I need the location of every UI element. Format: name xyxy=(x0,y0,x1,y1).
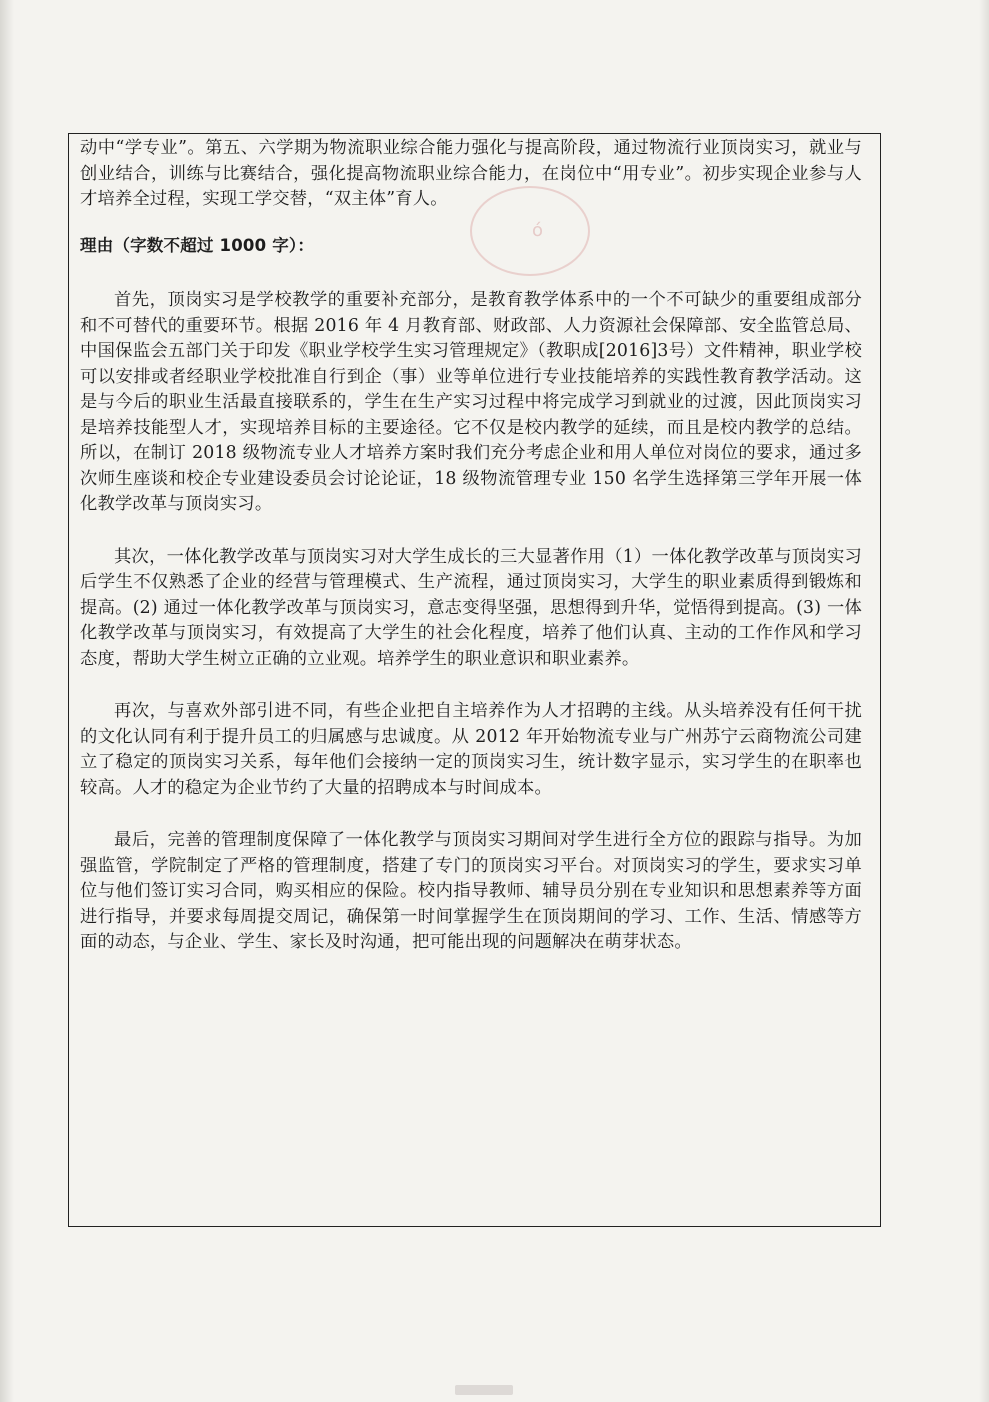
reason-heading: 理由（字数不超过 1000 字）： xyxy=(80,235,315,255)
scan-shadow-left xyxy=(0,0,14,1402)
paragraph-fourth: 最后，完善的管理制度保障了一体化教学与顶岗实习期间对学生进行全方位的跟踪与指导。为加强监管，学院制定了严格的管理制度，搭建了专门的顶岗实习平台。对顶岗实习的学生，要求实习单位与他们签订实习合同，购买相应的保险。校内指导教师、辅导员分别在专业知识和思想素养等方面进行指导，并要求每周提交周记，确保第一时间掌握学生在顶岗期间的学习、工作、生活、情感等方面的动态，与企业、学生、家长及时沟通，把可能出现的问题解决在萌芽状态。 xyxy=(80,830,862,952)
document-body xyxy=(80,136,862,956)
paragraph-third: 再次，与喜欢外部引进不同，有些企业把自主培养作为人才招聘的主线。从头培养没有任何干扰的文化认同有利于提升员工的归属感与忠诚度。从 2012 年开始物流专业与广州苏宁云商物流公司建立了稳定的顶岗实习关系，每年他们会接纳一定的顶岗实习生，统计数字显示，实习学生的在职率也较高。人才的稳定为企业节约了大量的招聘成本与时间成本。 xyxy=(80,701,862,798)
seal-mark: ó xyxy=(532,220,544,241)
paragraph-second: 其次，一体化教学改革与顶岗实习对大学生成长的三大显著作用（1）一体化教学改革与顶岗实习后学生不仅熟悉了企业的经营与管理模式、生产流程，通过顶岗实习，大学生的职业素质得到锻炼和提高。(2) 通过一体化教学改革与顶岗实习，意志变得坚强，思想得到升华，觉悟得到提高。(3) 一体化教学改革与顶岗实习，有效提高了大学生的社会化程度，培养了他们认真、主动的工作作风和学习态度，帮助大学生树立正确的立业观。培养学生的职业意识和职业素养。 xyxy=(80,546,862,669)
paragraph-first: 首先，顶岗实习是学校教学的重要补充部分，是教育教学体系中的一个不可缺少的重要组成部分和不可替代的重要环节。根据 2016 年 4 月教育部、财政部、人力资源社会保障部、安全监管总局、中国保监会五部门关于印发《职业学校学生实习管理规定》（教职成[2016]3号）文件精神，职业学校可以安排或者经职业学校批准自行到企（事）业等单位进行专业技能培养的实践性教育教学活动。这是与今后的职业生活最直接联系的，学生在生产实习过程中将完成学习到就业的过渡，因此顶岗实习是培养技能型人才，实现培养目标的主要途径。它不仅是校内教学的延续，而且是校内教学的总结。所以，在制订 2018 级物流专业人才培养方案时我们充分考虑企业和用人单位对岗位的要求，通过多次师生座谈和校企专业建设委员会讨论论证，18 级物流管理专业 150 名学生选择第三学年开展一体化教学改革与顶岗实习。 xyxy=(80,290,862,514)
scan-artifact-mark xyxy=(455,1385,513,1395)
intro-paragraph: 动中“学专业”。第五、六学期为物流职业综合能力强化与提高阶段，通过物流行业顶岗实习，就业与创业结合，训练与比赛结合，强化提高物流职业综合能力，在岗位中“用专业”。初步实现企业参与人才培养全过程，实现工学交替，“双主体”育人。 xyxy=(80,138,862,209)
scan-shadow-right xyxy=(979,0,989,1402)
